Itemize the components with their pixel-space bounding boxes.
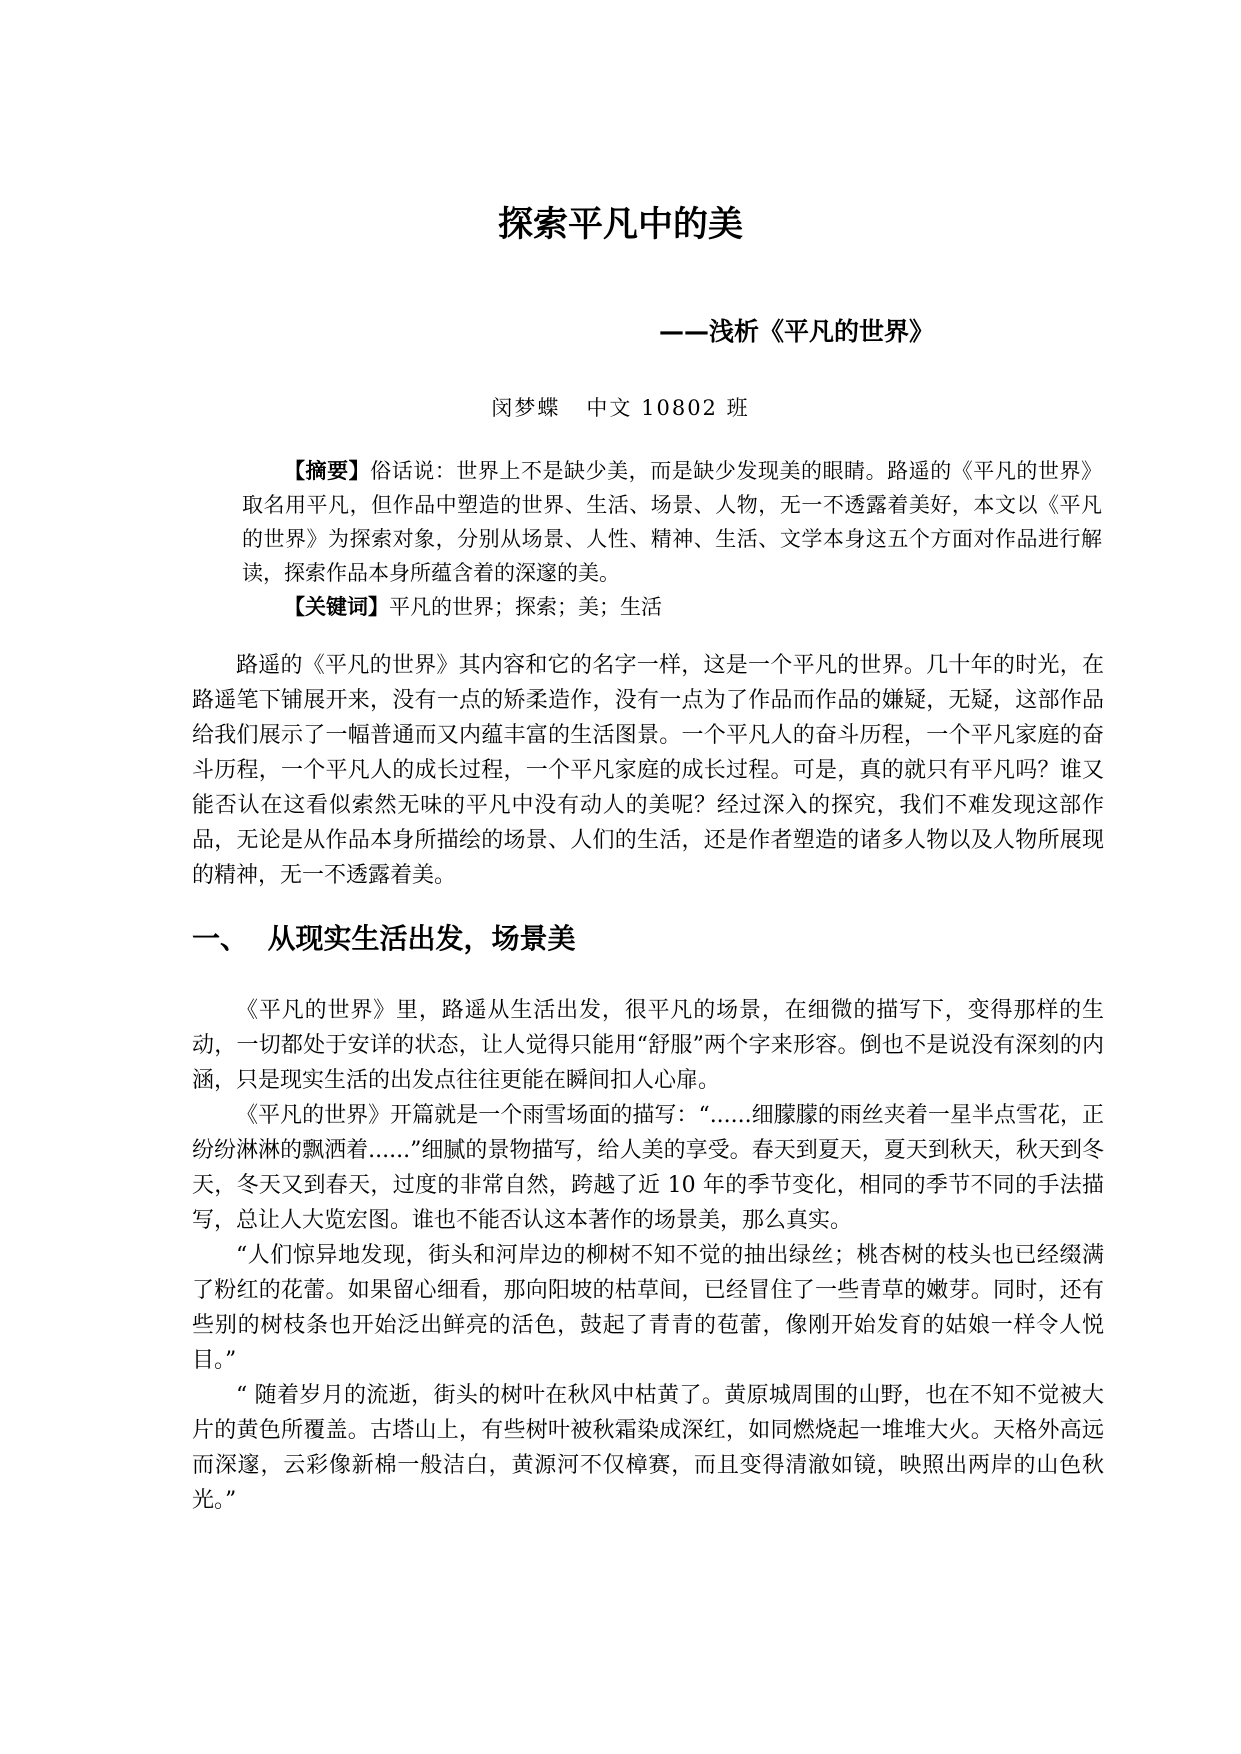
section-heading-1: 一、 从现实生活出发，场景美 bbox=[192, 922, 576, 955]
body-paragraph: 《平凡的世界》开篇就是一个雨雪场面的描写：“......细朦朦的雨丝夹着一星半点雪花，正纷纷淋淋的飘洒着......”细腻的景物描写，给人美的享受。春天到夏天，夏天到秋天，秋天到冬天，冬天又到春天，过度的非常自然，跨越了近 10 年的季节变化，相同的季节不同的手法描写，总让人大览宏图。谁也不能否认这本著作的场景美，那么真实。 bbox=[192, 1103, 1104, 1233]
paper-subtitle: ——浅析《平凡的世界》 bbox=[659, 317, 935, 346]
abstract-text: 俗话说：世界上不是缺少美，而是缺少发现美的眼睛。路遥的《平凡的世界》取名用平凡，但作品中塑造的世界、生活、场景、人物，无一不透露着美好，本文以《平凡的世界》为探索对象，分别从场景、人性、精神、生活、文学本身这五个方面对作品进行解读，探索作品本身所蕴含着的深邃的美。 bbox=[242, 459, 1103, 585]
quote-paragraph: “人们惊异地发现，街头和河岸边的柳树不知不觉的抽出绿丝；桃杏树的枝头也已经缀满了粉红的花蕾。如果留心细看，那向阳坡的枯草间，已经冒住了一些青草的嫩芽。同时，还有些别的树枝条也开始泛出鲜亮的活色，鼓起了青青的苞蕾，像刚开始发育的姑娘一样令人悦目。” bbox=[192, 1243, 1104, 1373]
keywords-text: 平凡的世界；探索；美；生活 bbox=[389, 595, 662, 619]
intro-section bbox=[192, 648, 1104, 893]
section-1-body bbox=[192, 993, 1104, 1518]
abstract-paragraph bbox=[242, 454, 1102, 590]
abstract-label: 【摘要】 bbox=[284, 459, 371, 483]
abstract-block bbox=[242, 454, 1102, 624]
keywords-paragraph bbox=[242, 590, 1102, 624]
keywords-label: 【关键词】 bbox=[284, 595, 389, 619]
quote-paragraph: “ 随着岁月的流逝，街头的树叶在秋风中枯黄了。黄原城周围的山野，也在不知不觉被大片的黄色所覆盖。古塔山上，有些树叶被秋霜染成深红，如同燃烧起一堆堆大火。天格外高远而深邃，云彩像新棉一般洁白，黄源河不仅樟赛，而且变得清澈如镜，映照出两岸的山色秋光。” bbox=[192, 1383, 1104, 1513]
paper-title: 探索平凡中的美 bbox=[497, 205, 743, 245]
body-paragraph: 《平凡的世界》里，路遥从生活出发，很平凡的场景，在细微的描写下，变得那样的生动，一切都处于安详的状态，让人觉得只能用“舒服”两个字来形容。倒也不是说没有深刻的内涵，只是现实生活的出发点往往更能在瞬间扣人心扉。 bbox=[192, 998, 1104, 1093]
author-line: 闵梦蝶 中文 10802 班 bbox=[491, 396, 750, 420]
intro-paragraph: 路遥的《平凡的世界》其内容和它的名字一样，这是一个平凡的世界。几十年的时光，在路遥笔下铺展开来，没有一点的矫柔造作，没有一点为了作品而作品的嫌疑，无疑，这部作品给我们展示了一幅普通而又内蕴丰富的生活图景。一个平凡人的奋斗历程，一个平凡家庭的奋斗历程，一个平凡人的成长过程，一个平凡家庭的成长过程。可是，真的就只有平凡吗？谁又能否认在这看似索然无味的平凡中没有动人的美呢？经过深入的探究，我们不难发现这部作品，无论是从作品本身所描绘的场景、人们的生活，还是作者塑造的诸多人物以及人物所展现的精神，无一不透露着美。 bbox=[192, 653, 1104, 888]
